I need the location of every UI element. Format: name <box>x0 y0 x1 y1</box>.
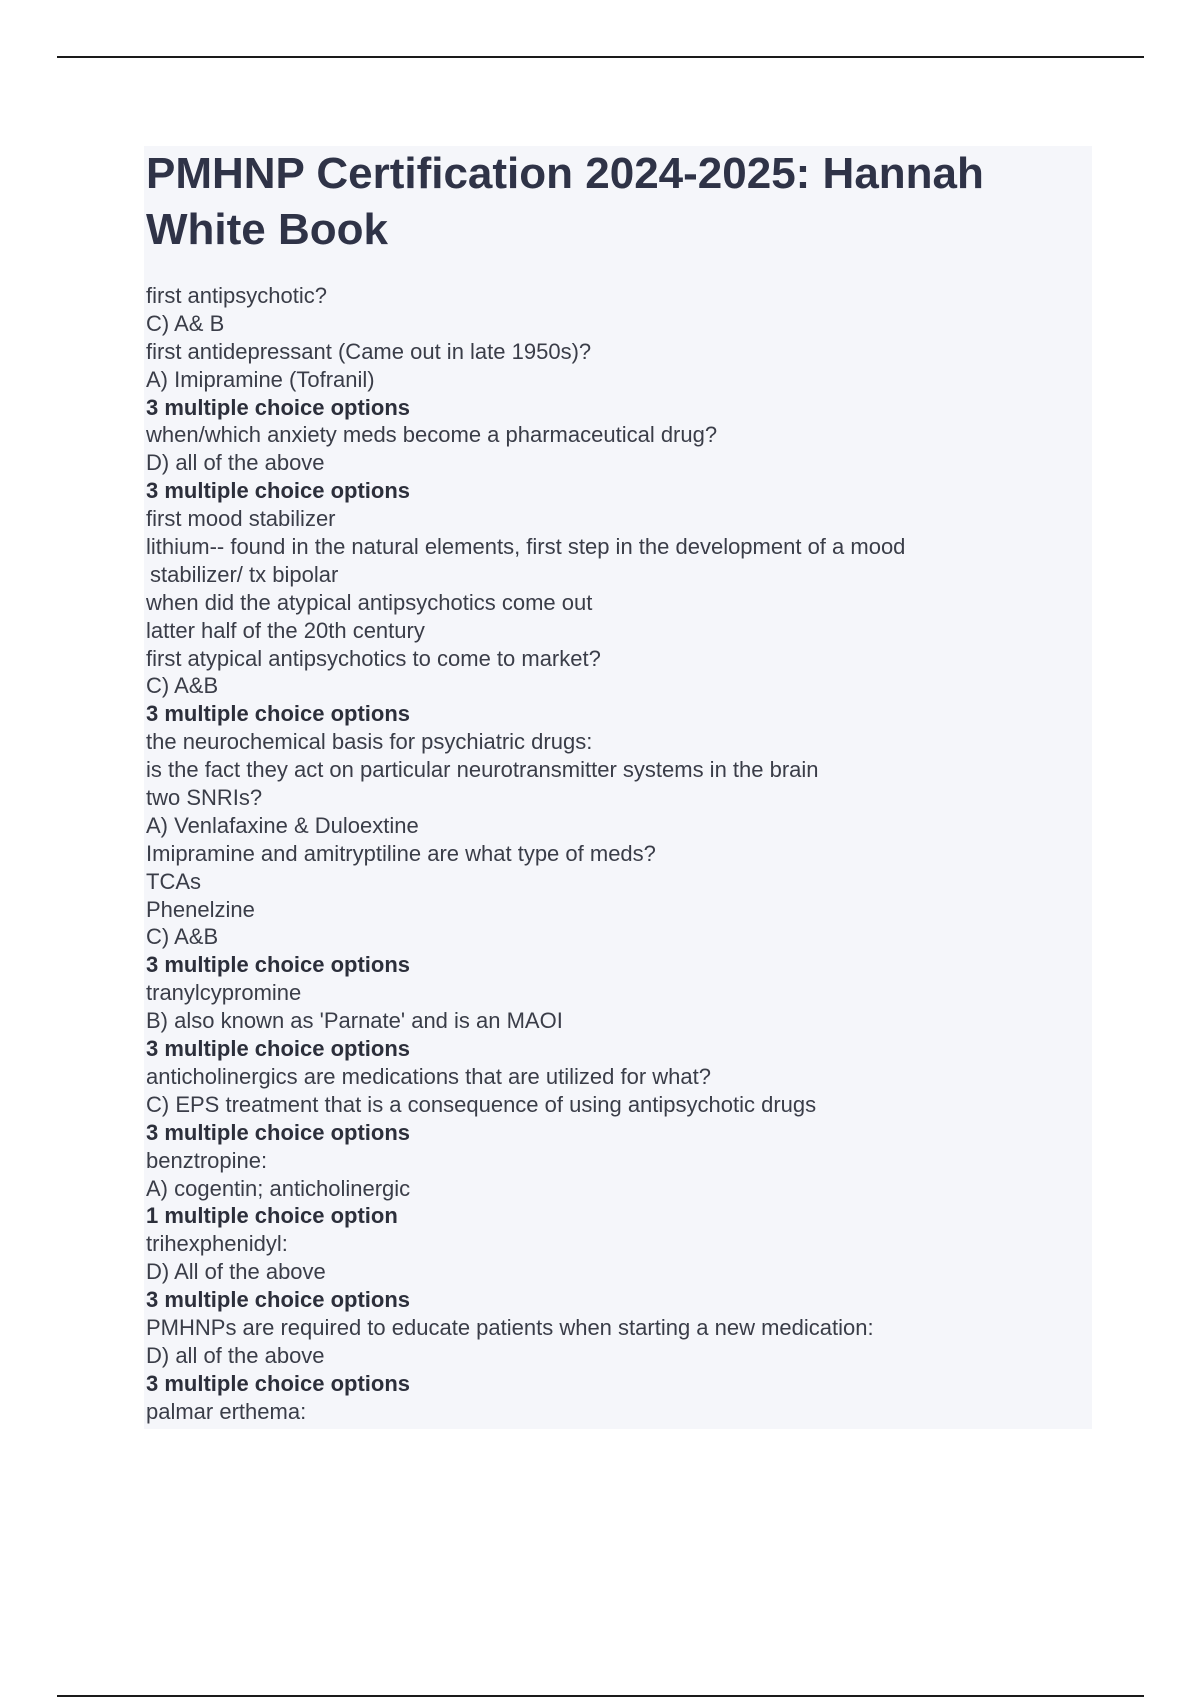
text-line: first mood stabilizer <box>146 506 336 532</box>
document-content <box>144 146 1092 1429</box>
text-line: palmar erthema: <box>146 1398 307 1424</box>
text-line: first antipsychotic? <box>146 283 327 308</box>
choice-count-label: 1 multiple choice option <box>146 1203 398 1229</box>
choice-count-label: 3 multiple choice options <box>146 394 411 420</box>
text-line: C) A& B <box>146 310 225 336</box>
document-title: PMHNP Certification 2024-2025: Hannah White Book <box>146 149 984 254</box>
choice-count-label: 3 multiple choice options <box>146 701 411 727</box>
choice-count-label: 3 multiple choice options <box>146 1287 411 1313</box>
text-line: Imipramine and amitryptiline are what type of meds? <box>146 840 656 866</box>
choice-count-label: 3 multiple choice options <box>146 478 411 504</box>
choice-count-label: 3 multiple choice options <box>146 1036 411 1062</box>
text-line: A) Venlafaxine & Duloextine <box>146 812 419 838</box>
choice-count-label: 3 multiple choice options <box>146 952 411 978</box>
text-line: stabilizer/ tx bipolar <box>150 561 339 587</box>
text-line: when did the atypical antipsychotics come out <box>146 589 593 615</box>
text-line: latter half of the 20th century <box>146 617 425 643</box>
text-line: D) all of the above <box>146 450 325 476</box>
choice-count-label: 3 multiple choice options <box>146 1119 411 1145</box>
text-line: C) EPS treatment that is a consequence of using antipsychotic drugs <box>146 1091 817 1117</box>
top-rule <box>57 56 1144 58</box>
text-line: when/which anxiety meds become a pharmaceutical drug? <box>146 422 718 448</box>
text-line: Phenelzine <box>146 896 255 922</box>
text-line: trihexphenidyl: <box>146 1231 288 1257</box>
choice-count-label: 3 multiple choice options <box>146 1370 411 1396</box>
text-line: D) all of the above <box>146 1342 325 1368</box>
text-line: TCAs <box>146 868 201 894</box>
text-line: is the fact they act on particular neurotransmitter systems in the brain <box>146 757 819 783</box>
text-line: tranylcypromine <box>146 980 302 1006</box>
document-lines <box>144 282 1092 1426</box>
text-line: PMHNPs are required to educate patients when starting a new medication: <box>146 1314 874 1340</box>
text-line: C) A&B <box>146 673 219 699</box>
text-line: anticholinergics are medications that are utilized for what? <box>146 1063 711 1089</box>
text-line: C) A&B <box>146 924 219 950</box>
text-line: A) cogentin; anticholinergic <box>146 1175 411 1201</box>
text-line: A) Imipramine (Tofranil) <box>146 366 375 392</box>
text-line: the neurochemical basis for psychiatric drugs: <box>146 729 593 755</box>
text-line: first antidepressant (Came out in late 1950s)? <box>146 338 592 364</box>
text-line: B) also known as 'Parnate' and is an MAOI <box>146 1008 563 1034</box>
text-line: two SNRIs? <box>146 785 263 811</box>
bottom-rule <box>57 1695 1144 1697</box>
text-line: first atypical antipsychotics to come to market? <box>146 645 601 671</box>
text-line: benztropine: <box>146 1147 268 1173</box>
text-line: lithium-- found in the natural elements, first step in the development of a mood <box>146 534 906 560</box>
text-line: D) All of the above <box>146 1259 326 1285</box>
